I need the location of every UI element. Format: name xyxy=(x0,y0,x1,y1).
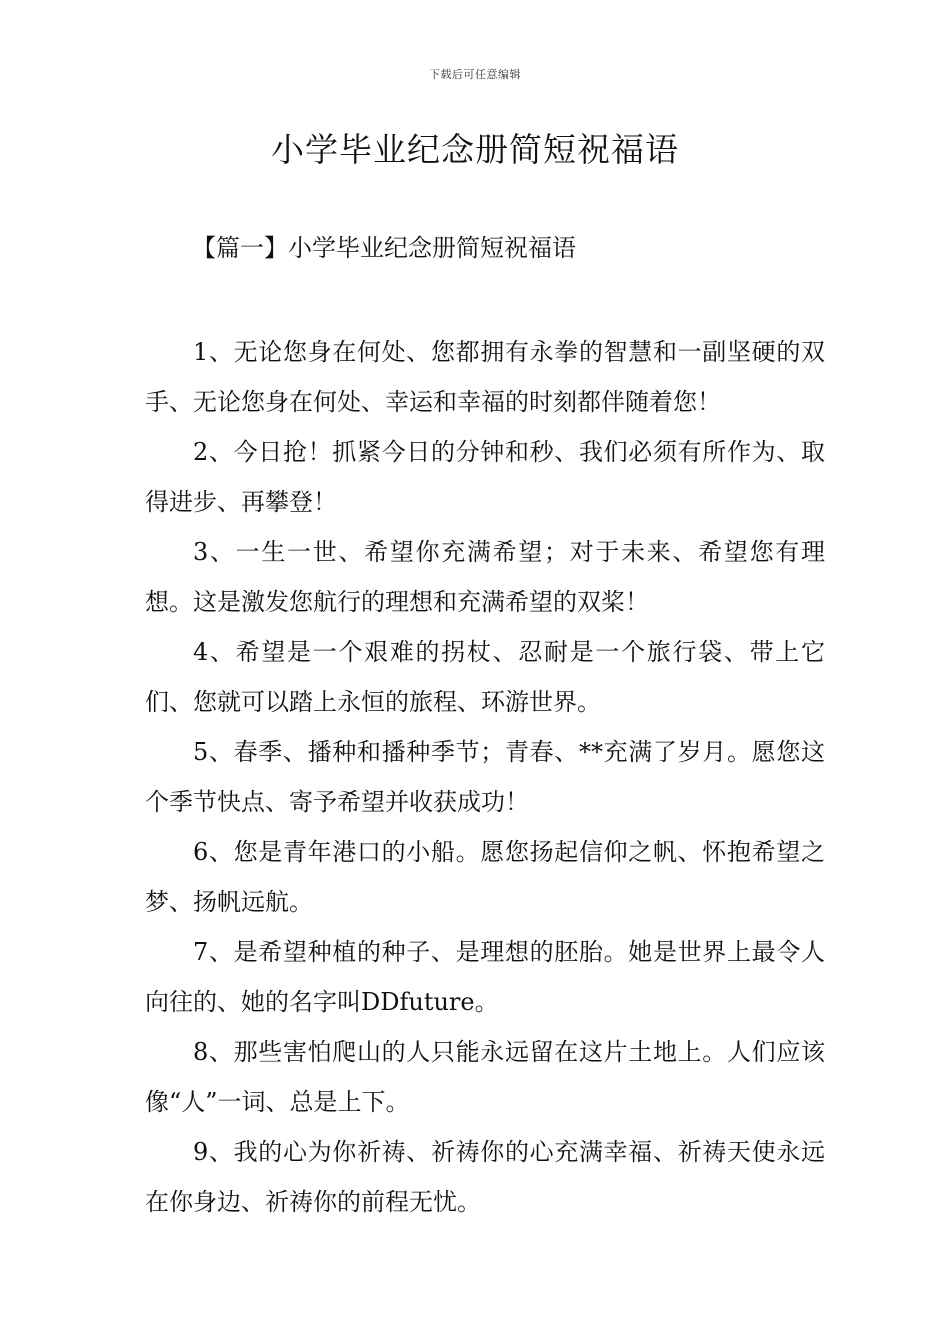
paragraph: 4、希望是一个艰难的拐杖、忍耐是一个旅行袋、带上它们、您就可以踏上永恒的旅程、环游世界。 xyxy=(145,638,825,716)
paragraph: 9、我的心为你祈祷、祈祷你的心充满幸福、祈祷天使永远在你身边、祈祷你的前程无忧。 xyxy=(145,1138,825,1216)
paragraph: 7、是希望种植的种子、是理想的胚胎。她是世界上最令人向往的、她的名字叫DDfuture。 xyxy=(145,938,825,1016)
paragraph: 1、无论您身在何处、您都拥有永拳的智慧和一副坚硬的双手、无论您身在何处、幸运和幸福的时刻都伴随着您！ xyxy=(145,338,825,416)
section-heading: 【篇一】小学毕业纪念册简短祝福语 xyxy=(192,234,576,262)
body-text xyxy=(145,327,825,1227)
header-note: 下载后可任意编辑 xyxy=(429,68,521,81)
page-title: 小学毕业纪念册简短祝福语 xyxy=(271,130,679,169)
paragraph: 2、今日抢！抓紧今日的分钟和秒、我们必须有所作为、取得进步、再攀登！ xyxy=(145,438,825,516)
paragraph: 3、一生一世、希望你充满希望；对于未来、希望您有理想。这是激发您航行的理想和充满希望的双桨！ xyxy=(145,538,825,616)
paragraph: 6、您是青年港口的小船。愿您扬起信仰之帆、怀抱希望之梦、扬帆远航。 xyxy=(145,838,825,916)
paragraph: 5、春季、播种和播种季节；青春、**充满了岁月。愿您这个季节快点、寄予希望并收获成功！ xyxy=(145,738,825,816)
paragraph: 8、那些害怕爬山的人只能永远留在这片土地上。人们应该像“人”一词、总是上下。 xyxy=(145,1038,825,1116)
